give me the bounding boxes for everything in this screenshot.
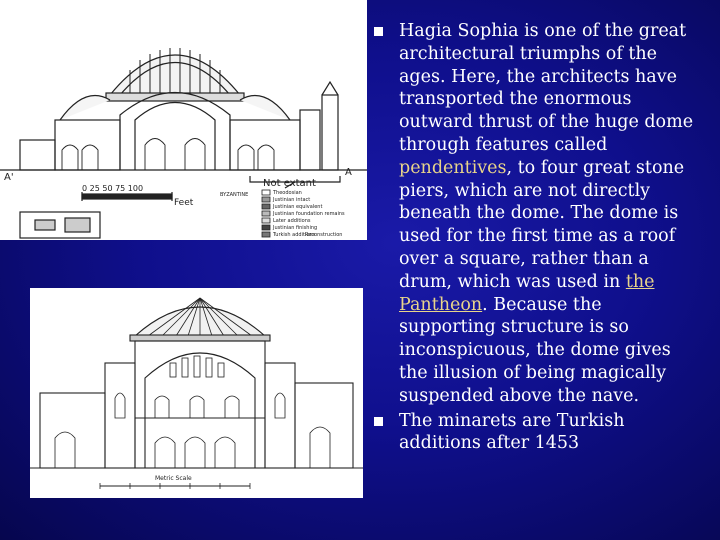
- metric-scale-label: Metric Scale: [155, 475, 192, 482]
- scale-ticks-label: 0 25 50 75 100: [82, 184, 144, 193]
- legend-item: Turkish additions: [273, 232, 316, 238]
- hagia-sophia-section-drawing: [0, 0, 367, 240]
- not-extant-label: Not extant: [263, 178, 316, 189]
- bullet-text-after: . Because the supporting structure is so inconspicuous, the dome gives the illusion of being magically suspended above the nave.: [399, 294, 671, 406]
- legend-item: Theodosian: [273, 190, 302, 196]
- hagia-sophia-interior-drawing: [30, 288, 363, 498]
- legend-item: Justinian equivalent: [273, 204, 323, 210]
- pendentives-term: pendentives: [399, 157, 507, 178]
- section-drawing-svg: [0, 0, 367, 240]
- legend-item: Justinian foundation remains: [273, 211, 345, 217]
- bullet-text-before: Hagia Sophia is one of the great architectural triumphs of the ages. Here, the architects have transported the enormous outward thrust of the huge dome through features called: [399, 21, 694, 155]
- scale-unit-label: Feet: [174, 198, 194, 208]
- square-bullet-icon: [374, 417, 383, 426]
- bullet-item-description: [372, 20, 698, 408]
- legend-title: BYZANTINE: [220, 192, 249, 198]
- pantheon-link[interactable]: the Pantheon: [399, 271, 655, 315]
- section-label-a-right: A: [345, 167, 352, 178]
- section-label-a-left: A': [4, 172, 14, 183]
- bullet-text-minarets: The minarets are Turkish additions after 1453: [399, 410, 625, 454]
- legend-item: Justinian finishing: [273, 225, 318, 231]
- slide-text-panel: [372, 20, 698, 455]
- square-bullet-icon: [374, 27, 383, 36]
- bullet-text-middle: , to four great stone piers, which are not directly beneath the dome. The dome is used for the first time as a roof over a square, rather than a drum, which was used in: [399, 157, 685, 292]
- legend-item: Justinian intact: [273, 197, 311, 203]
- interior-drawing-svg: [30, 288, 363, 498]
- bullet-item-minarets: [372, 410, 698, 456]
- legend-item: Reconstruction: [305, 232, 343, 238]
- legend-item: Later additions: [273, 218, 311, 224]
